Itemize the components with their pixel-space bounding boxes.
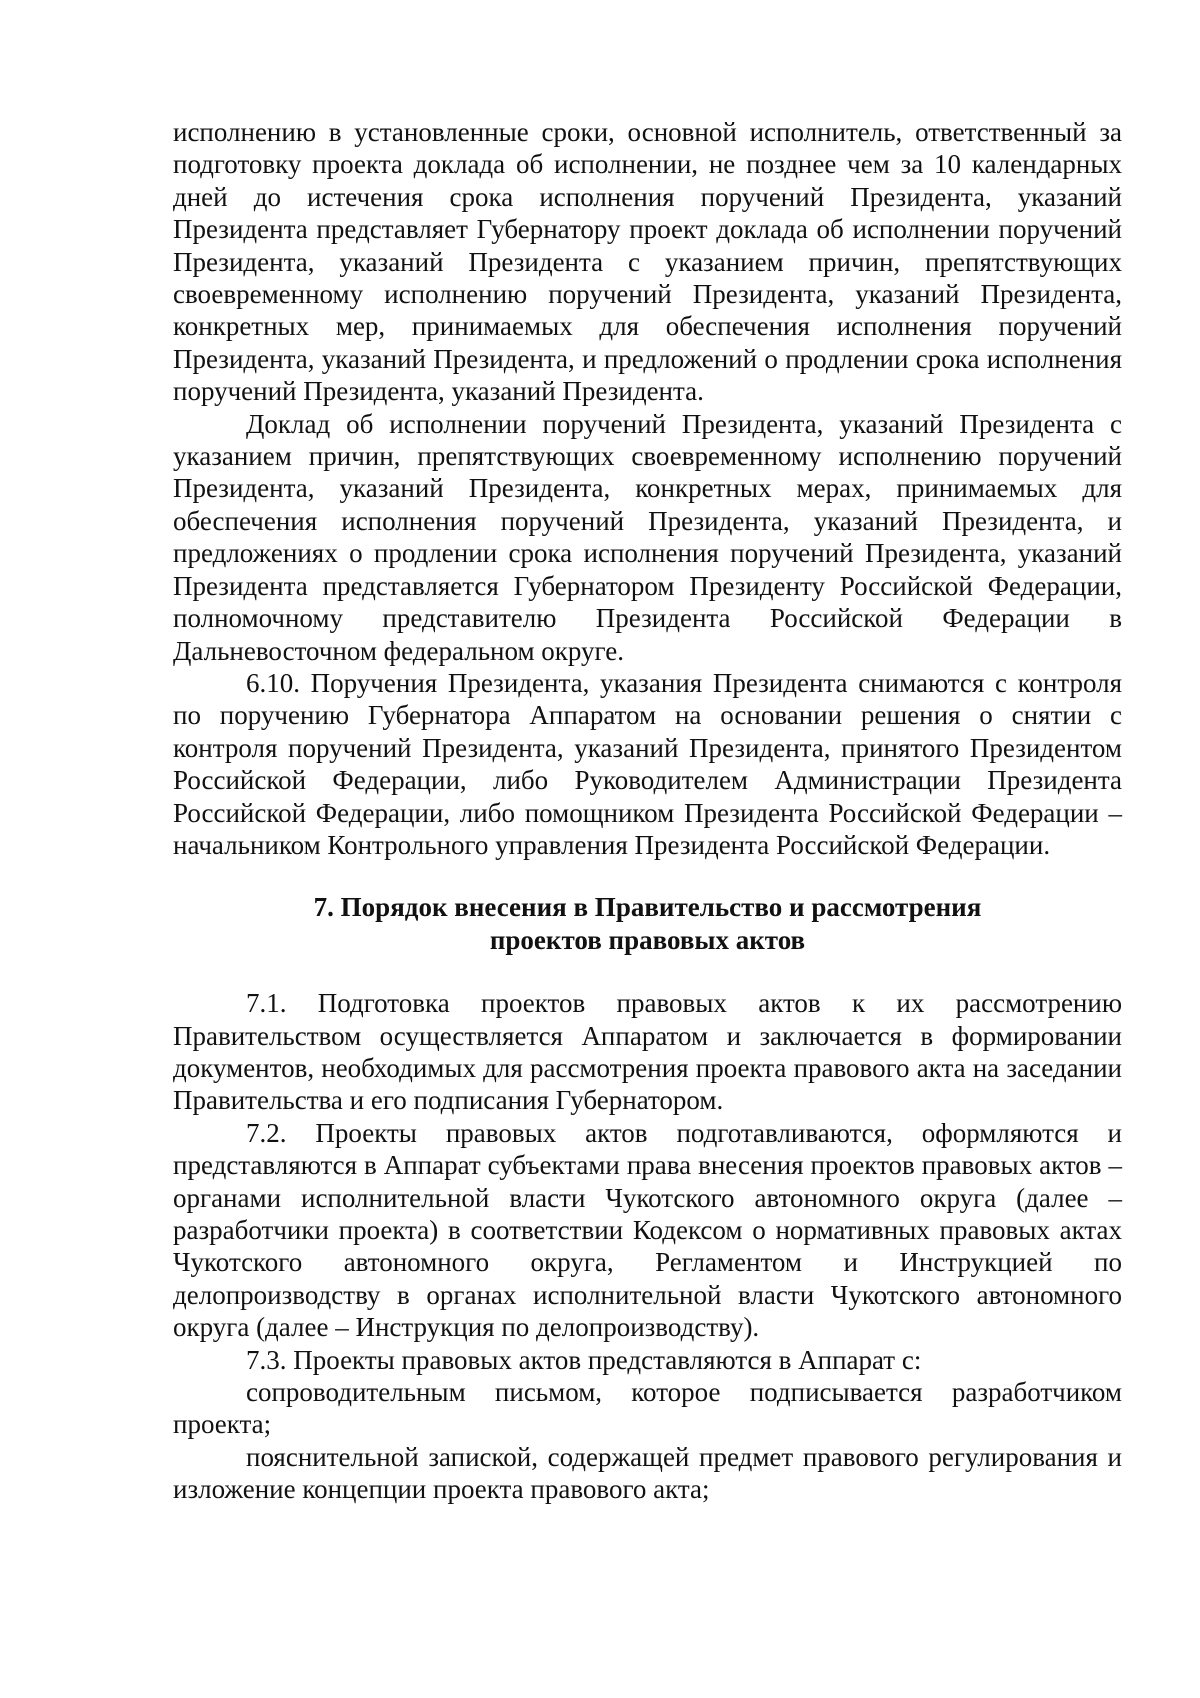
section-heading-line-2: проектов правовых актов <box>489 924 806 955</box>
list-item-explanatory-note: пояснительной запиской, содержащей предмет правового регулирования и изложение концепции проекта правового акта; <box>173 1441 1122 1505</box>
list-item-cover-letter: сопроводительным письмом, которое подписывается разработчиком проекта; <box>173 1377 1122 1440</box>
paragraph-7-2: 7.2. Проекты правовых актов подготавливаются, оформляются и представляются в Аппарат субъектами права внесения проектов правовых актов – органами исполнительной власти Чукотского автономного округа (далее – разработчики проекта) в соответствии Кодексом о нормативных правовых актах Чукотского автономного округа, Регламентом и Инструкцией по делопроизводству в органах исполнительной власти Чукотского автономного округа (далее – Инструкция по делопроизводству). <box>173 1117 1122 1343</box>
paragraph-7-3: 7.3. Проекты правовых актов представляются в Аппарат с: <box>246 1344 922 1375</box>
section-heading-line-1: 7. Порядок внесения в Правительство и рассмотрения <box>313 892 982 923</box>
section-heading <box>173 891 1122 956</box>
paragraph-report: Доклад об исполнении поручений Президента, указаний Президента с указанием причин, препятствующих своевременному исполнению поручений Президента, указаний Президента, конкретных мерах, принимаемых для обеспечения исполнения поручений Президента, указаний Президента, и предложениях о продлении срока исполнения поручений Президента, указаний Президента представляется Губернатором Президенту Российской Федерации, полномочному представителю Президента Российской Федерации в Дальневосточном федеральном округе. <box>173 408 1122 666</box>
paragraph-6-10: 6.10. Поручения Президента, указания Президента снимаются с контроля по поручению Губернатора Аппаратом на основании решения о снятии с контроля поручений Президента, указаний Президента, принятого Президентом Российской Федерации, либо Руководителем Администрации Президента Российской Федерации, либо помощником Президента Российской Федерации – начальником Контрольного управления Президента Российской Федерации. <box>173 667 1122 860</box>
paragraph-continuation: исполнению в установленные сроки, основной исполнитель, ответственный за подготовку проекта доклада об исполнении, не позднее чем за 10 календарных дней до истечения срока исполнения поручений Президента, указаний Президента представляет Губернатору проект доклада об исполнении поручений Президента, указаний Президента с указанием причин, препятствующих своевременному исполнению поручений Президента, указаний Президента, конкретных мер, принимаемых для обеспечения исполнения поручений Президента, указаний Президента, и предложений о продлении срока исполнения поручений Президента, указаний Президента. <box>173 117 1122 407</box>
paragraph-7-1: 7.1. Подготовка проектов правовых актов к их рассмотрению Правительством осуществляется Аппаратом и заключается в формировании документов, необходимых для рассмотрения проекта правового акта на заседании Правительства и его подписания Губернатором. <box>173 988 1122 1116</box>
